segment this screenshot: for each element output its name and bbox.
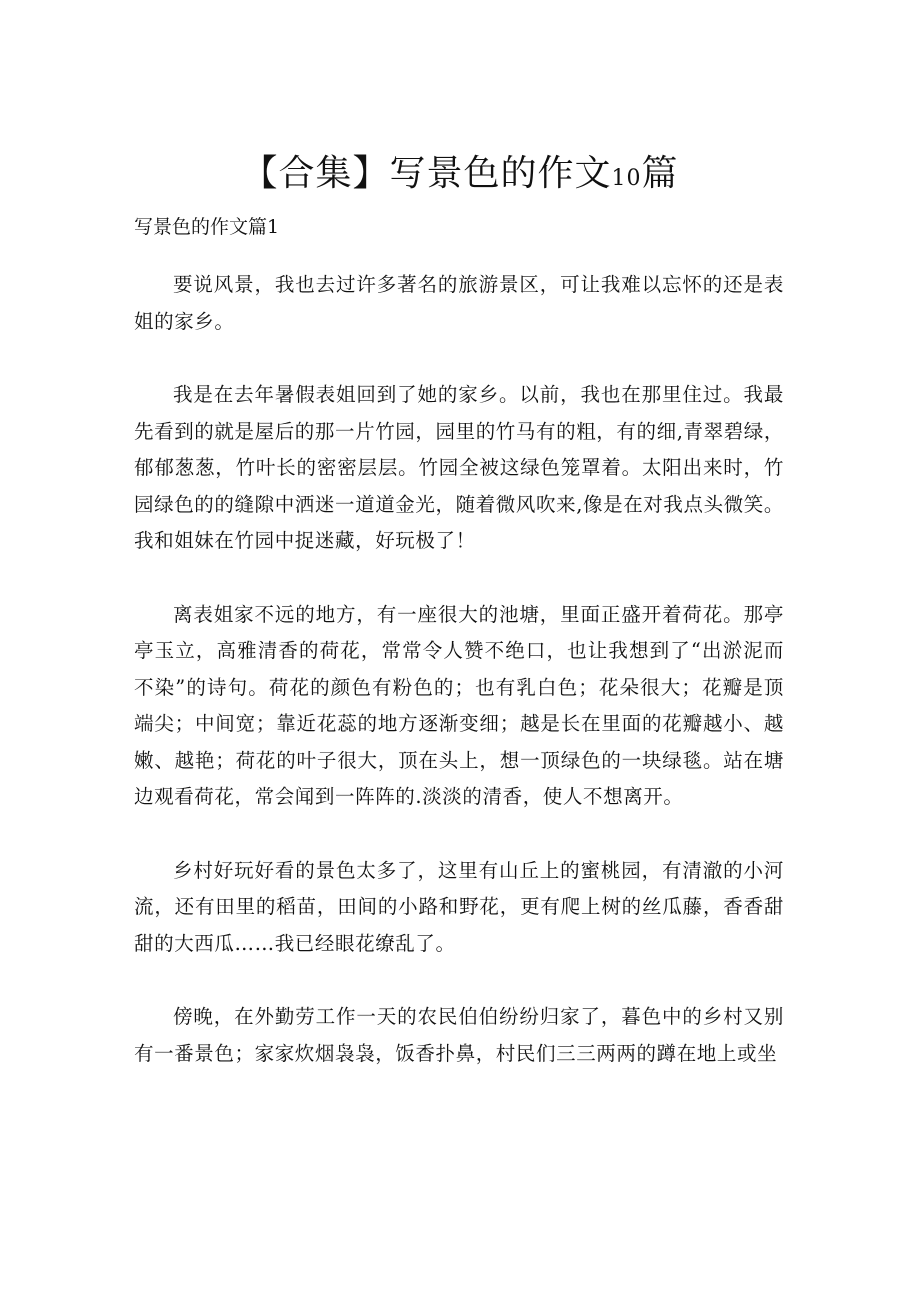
title-number: 10: [611, 166, 642, 191]
title-end: 篇: [641, 153, 679, 194]
document-title: [0, 148, 920, 205]
paragraph-2: 我是在去年暑假表姐回到了她的家乡。以前，我也在那里住过。我最先看到的就是屋后的那一片竹园，园里的竹马有的粗，有的细,青翠碧绿，郁郁葱葱，竹叶长的密密层层。竹园全被这绿色笼罩着。太阳出来时，竹园绿色的的缝隙中洒迷一道道金光，随着微风吹来,像是在对我点头微笑。我和姐妹在竹园中捉迷藏，好玩极了！: [134, 383, 784, 552]
title-main: 【合集】写景色的作文: [241, 153, 612, 194]
paragraph-1: 要说风景，我也去过许多著名的旅游景区，可让我难以忘怀的还是表姐的家乡。: [134, 273, 784, 333]
section-heading: 写景色的作文篇1: [134, 216, 280, 238]
article-body: [134, 267, 784, 1109]
paragraph-5: 傍晚，在外勤劳工作一天的农民伯伯纷纷归家了，暮色中的乡村又别有一番景色；家家炊烟袅袅，饭香扑鼻，村民们三三两两的蹲在地上或坐: [134, 1005, 784, 1065]
paragraph-3: 离表姐家不远的地方，有一座很大的池塘，里面正盛开着荷花。那亭亭玉立，高雅清香的荷花，常常令人赞不绝口，也让我想到了“出淤泥而不染”的诗句。荷花的颜色有粉色的；也有乳白色；花朵很大；花瓣是顶端尖；中间宽；靠近花蕊的地方逐渐变细；越是长在里面的花瓣越小、越嫩、越艳；荷花的叶子很大，顶在头上，想一顶绿色的一块绿毯。站在塘边观看荷花，常会闻到一阵阵的.淡淡的清香，使人不想离开。: [134, 602, 784, 808]
paragraph-4: 乡村好玩好看的景色太多了，这里有山丘上的蜜桃园，有清澈的小河流，还有田里的稻苗，田间的小路和野花，更有爬上树的丝瓜藤，香香甜甜的大西瓜……我已经眼花缭乱了。: [134, 858, 784, 955]
